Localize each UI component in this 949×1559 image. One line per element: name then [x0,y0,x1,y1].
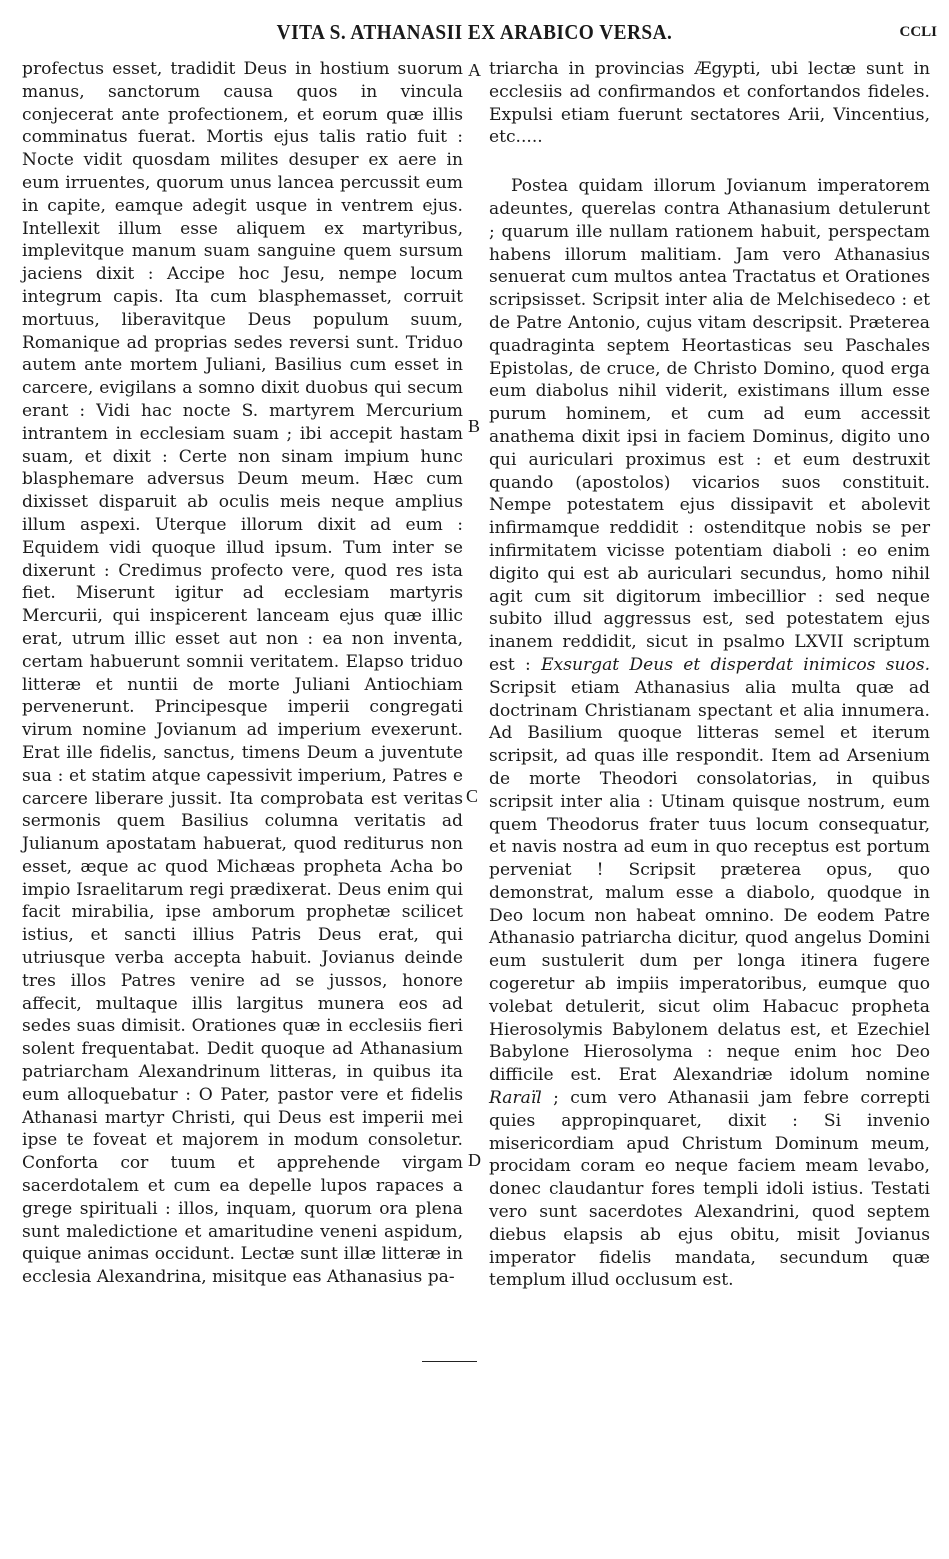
left-column-text: profectus esset, tradidit Deus in hostium suorum manus, sanctorum causa quos in vincula conjecerat ante profectionem, et eorum quæ illis comminatus fuerat. Mortis ejus talis ratio fuit : Nocte vidit quosdam milites desuper ex aere in eum irruentes, quorum unus lancea percussit eum in capite, eamque adegit usque in ventrem ejus. Intellexit illum esse aliquem ex martyribus, implevitque manum suam sanguine quem sursum jaciens dixit : Accipe hoc Jesu, nempe locum integrum capis. Ita cum blasphemasset, corruit mortuus, liberavitque Deus populum suum, Romanique ad proprias sedes reversi sunt. Triduo autem ante mortem Juliani, Basilius cum esset in carcere, evigilans a somno dixit duobus qui secum erant : Vidi hac nocte S. martyrem Mercurium intrantem in ecclesiam suam ; ibi accepit hastam suam, et dixit : Certe non sinam impium hunc blasphemare adversus Deum meum. Hæc cum dixisset disparuit ab oculis meis neque amplius illum aspexi. Uterque illorum dixit ad eum : Equidem vidi quoque illud ipsum. Tum inter se dixerunt : Credimus profecto vere, quod res ista fiet. Miserunt igitur ad ecclesiam martyris Mercurii, qui inspicerent lanceam ejus quæ illic erat, utrum illic esset aut non : ea non inventa, certam habuerunt somnii veritatem. Elapso triduo litteræ et nuntii de morte Juliani Antiochiam pervenerunt. Principesque imperii congregati virum nomine Jovianum ad imperium evexerunt. Erat ille fidelis, sanctus, timens Deum a juventute sua : et statim atque capessivit imperium, Patres e carcere liberare jussit. Ita comprobata est veritas sermonis quem Basilius columna veritatis ad Julianum apostatam habuerat, quod rediturus non esset, æque ac quod Michæas propheta Acha bo impio Israelitarum regi prædixerat. Deus enim qui facit mirabilia, ipse amborum prophetæ scilicet istius, et sancti illius Patris Deus erat, qui utriusque verba accepta habuit. Jovianus deinde tres illos Patres venire ad se jussos, honore affecit, multaque illis largitus munera eos ad sedes suas dimisit. Orationes quæ in ecclesiis fieri solent frequentabat. Dedit quoque ad Athanasium patriarcham Alexandrinum litteras, in quibus ita eum alloquebatur : O Pater, pastor vere et fidelis Athanasi martyr Christi, qui Deus est imperii mei ipse te foveat et majorem in modum consoletur. Conforta cor tuum et apprehende virgam sacerdotalem et cum ea depelle lupos rapaces a grege spirituali : illos, inquam, quorum ora plena sunt maledictione et amaritudine veneni aspidum, quique animas occidunt. Lectæ sunt illæ litteræ in ecclesia Alexandrina, misitque eas Athanasius pa- [22,59,463,1288]
page-number: CCLI [899,24,937,40]
right-para-2-text-b: Scripsit etiam Athanasius alia multa quæ ad doctrinam Christianam spectant et alia innumera. Ad Basilium quoque litteras semel et iterum scripsit, ad quas ille respondit. Item ad Arsenium de morte Theodori consolatorias, in quibus scripsit inter alia : Utinam quisque nostrum, eum quem Theodorus frater tuus locum consequatur, et navis nostra ad eum in quo receptus est portum perveniat ! Scripsit præterea opus, quo demonstrat, malum esse a diabolo, quodque in Deo locum non habeat omnino. De eodem Patre Athanasio patriarcha dicitur, quod angelus Domini eum sustulerit dum per longa itinera fugere cogeretur ab impiis imperatoribus, eumque quo volebat detulerit, sicut olim Habacuc propheta Hierosolymis Babylonem delatus est, et Ezechiel Babylone Hierosolyma : neque enim hoc Deo difficile est. Erat Alexandriæ idolum nomine [489,677,930,1086]
margin-marker-c: C [466,786,479,806]
running-header-title: VITA S. ATHANASII EX ARABICO VERSA. [276,20,673,44]
right-para-2 [489,175,930,1292]
end-rule [422,1361,477,1362]
right-para-2-text-c: ; cum vero Athanasii jam febre correpti quies appropinquaret, dixit : Si invenio misericordiam apud Christum Dominum meum, procidam coram eo neque faciem meam levabo, donec claudantur fores templi idoli istius. Testati vero sunt sacerdotes Alexandrini, quod septem diebus elapsis ab ejus obitu, misit Jovianus imperator fidelis mandata, secundum quæ templum illud occlusum est. [489,1088,930,1291]
psalm-quote: Exsurgat Deus et disperdat inimicos suos. [541,654,931,675]
paragraph-gap [489,149,930,175]
right-para-2-text-a: Postea quidam illorum Jovianum imperatorem adeuntes, querelas contra Athanasium detulerunt ; quarum ille nullam rationem habuit, perspectam habens illorum malitiam. Jam vero Athanasius senuerat cum multos antea Tractatus et Orationes scripsisset. Scripsit inter alia de Melchisedeco : et de Patre Antonio, cujus vitam descripsit. Præterea quadraginta septem Heortasticas seu Paschales Epistolas, de cruce, de Christo Domino, quod erga eum diabolus nihil viderit, existimans illum esse purum hominem, et cum ad eum accessit anathema dixit ipsi in faciem Dominus, digito uno qui auriculari proximus est : et eum destruxit quando (apostolos) vicarios suos constituit. Nempe potestatem ejus dissipavit et abolevit infirmamque reddidit : ostenditque nobis se per infirmitatem vicisse potentiam diaboli : eo enim digito qui est ab auriculari secundus, homo nihil agit cum sit digitorum imbecillior : sed neque subito illud aggressus est, sed potestatem ejus inanem reddidit, sicut in psalmo LXVII scriptum est : [489,176,930,675]
margin-marker-a: A [468,60,481,80]
right-column [489,58,930,1292]
left-column [22,58,463,1289]
margin-marker-d: D [468,1150,481,1170]
right-para-1: triarcha in provincias Ægypti, ubi lectæ sunt in ecclesiis ad confirmandos et confortandos fideles. Expulsi etiam fuerunt sectatores Arii, Vincentius, etc..... [489,59,930,148]
idol-name: Raraïl [489,1088,542,1109]
margin-marker-b: B [468,416,481,436]
